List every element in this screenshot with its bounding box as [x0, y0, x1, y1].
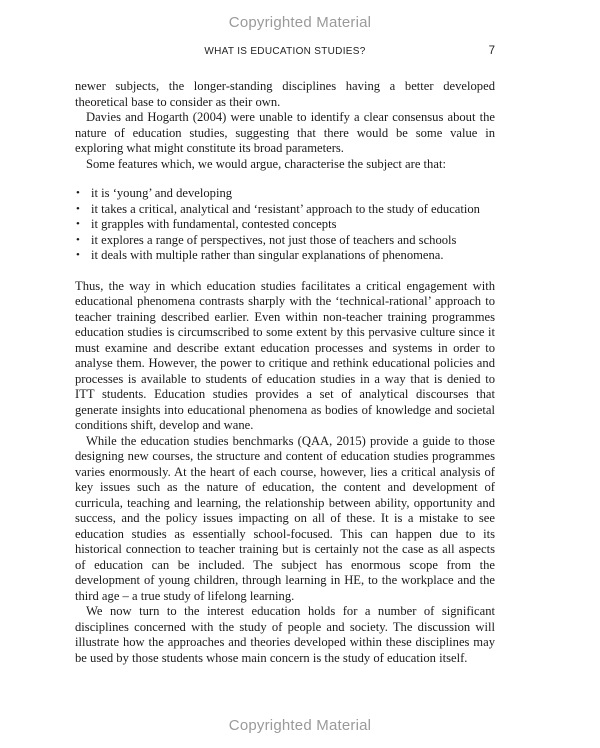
bullet-item: [75, 233, 495, 249]
bullet-text: it takes a critical, analytical and ‘resistant’ approach to the study of education: [91, 201, 480, 216]
bullet-text: it explores a range of perspectives, not just those of teachers and schools: [91, 232, 457, 247]
bullet-dot-icon: •: [76, 202, 80, 215]
paragraph-disciplines: We now turn to the interest education holds for a number of significant disciplines concerned with the study of people and society. The discussion will illustrate how the approaches and theories developed within these disciplines may be used by those students whose main concern is the study of education itself.: [75, 604, 495, 665]
copyright-watermark-top: Copyrighted Material: [228, 14, 372, 31]
copyright-watermark-bottom: Copyrighted Material: [228, 717, 372, 734]
running-header: [75, 46, 495, 62]
bullet-dot-icon: •: [76, 249, 80, 261]
bullet-item: [75, 202, 495, 218]
page-number: 7: [488, 45, 495, 57]
paragraph-davies-hogarth: Davies and Hogarth (2004) were unable to identify a clear consensus about the nature of education studies, suggesting that there would be some value in exploring what might constitute its broad parameters.: [75, 110, 495, 155]
bullet-dot-icon: •: [76, 187, 80, 199]
running-title: WHAT IS EDUCATION STUDIES?: [204, 46, 366, 57]
bullet-item: [75, 186, 495, 202]
paragraph-continuation: newer subjects, the longer-standing disciplines having a better developed theoretical base to consider as their own.: [75, 79, 495, 109]
bullet-text: it grapples with fundamental, contested concepts: [91, 217, 337, 231]
bullet-text: it is ‘young’ and developing: [91, 186, 233, 200]
bullet-item: [75, 248, 495, 264]
features-bullet-list: [75, 186, 495, 264]
bullet-item: [75, 217, 495, 233]
paragraph-features-intro: Some features which, we would argue, characterise the subject are that:: [86, 156, 446, 171]
paragraph-benchmarks: While the education studies benchmarks (QAA, 2015) provide a guide to those designing new courses, the structure and content of education studies programmes varies enormously. At the heart of each course, however, lies a critical analysis of key issues such as the nature of education, the content and development of curricula, teaching and learning, the relationship between ability, opportunity and success, and the policy issues impacting on all of these. It is a mistake to see education studies as essentially school-focused. This can happen due to its historical connection to teacher training but is certainly not the case as all aspects of education can be included. The subject has enormous scope from the development of young children, through learning in HE, to the workplace and the third age – a true study of lifelong learning.: [75, 433, 495, 603]
bullet-text: it deals with multiple rather than singular explanations of phenomena.: [91, 248, 444, 262]
bullet-dot-icon: •: [76, 233, 80, 246]
bullet-dot-icon: •: [76, 218, 80, 230]
paragraph-critical-engagement: Thus, the way in which education studies facilitates a critical engagement with educational phenomena contrasts sharply with the ‘technical-rational’ approach to teacher training described earlier. Even within non-teacher training programmes education studies is circumscribed to some extent by this pervasive culture since it must examine and describe extant education processes and systems in order to analyse them. However, the power to critique and rethink educational policies and processes is available to students of education studies in a way that is denied to ITT students. Education studies provides a set of analytical discourses that generate insights into educational phenomena as bodies of knowledge and societal conditions shift, develop and wane.: [75, 278, 495, 432]
page-body: [75, 79, 495, 666]
